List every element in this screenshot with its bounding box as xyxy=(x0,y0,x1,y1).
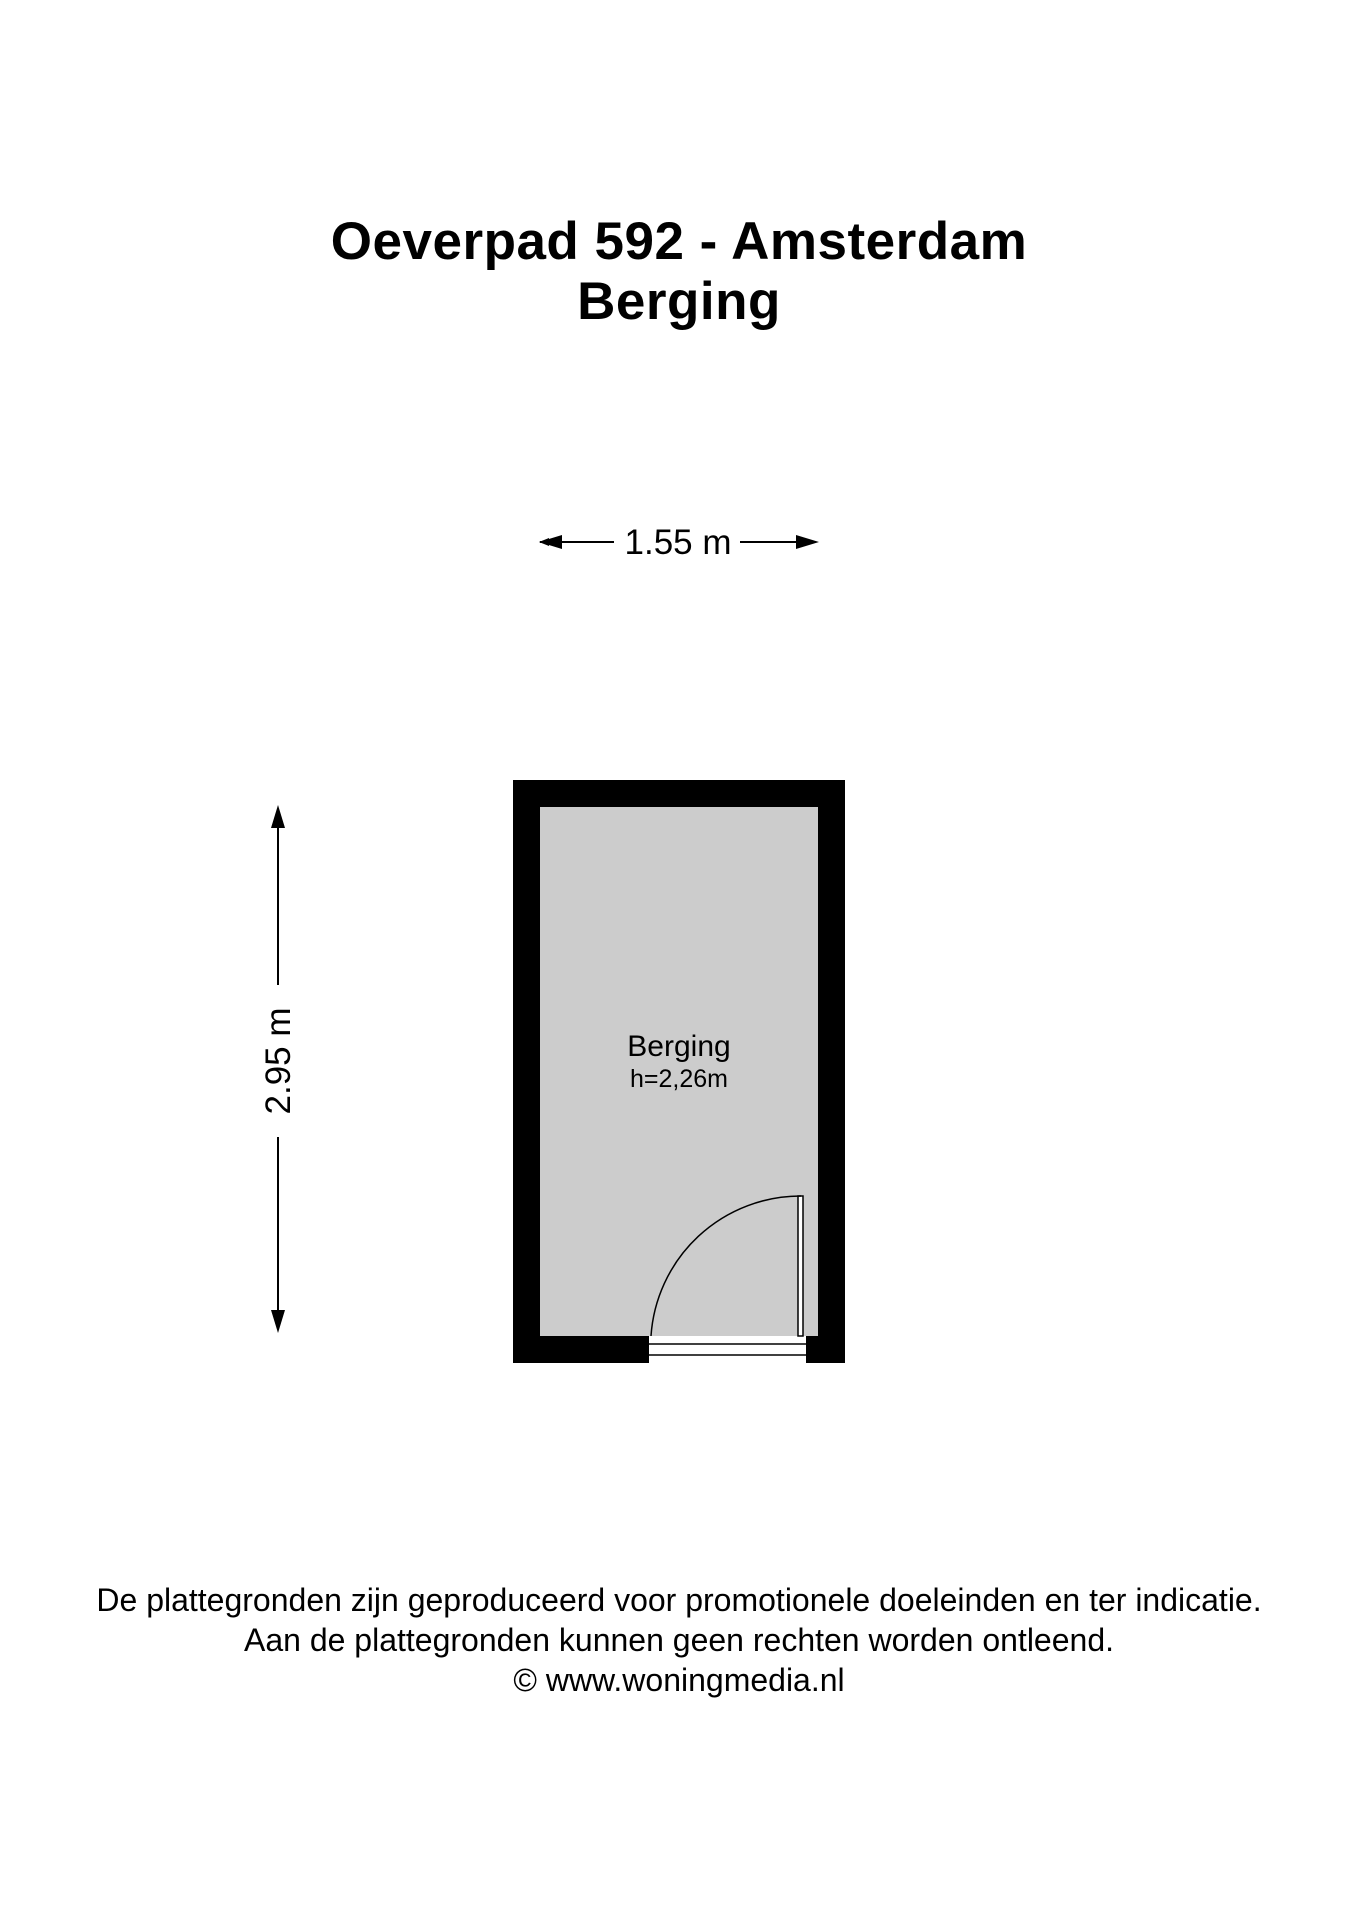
width-arrow-right xyxy=(796,535,819,549)
page-subtitle: Berging xyxy=(577,272,781,331)
width-dimension-label: 1.55 m xyxy=(624,523,732,562)
width-arrow-left xyxy=(539,535,562,549)
disclaimer-line-1: De plattegronden zijn geproduceerd voor promotionele doeleinden en ter indicatie. xyxy=(96,1582,1262,1618)
door-leaf xyxy=(798,1196,803,1336)
width-dimension xyxy=(539,523,819,562)
height-arrow-bottom xyxy=(271,1310,285,1333)
disclaimer xyxy=(0,1580,1358,1700)
height-arrow-top xyxy=(271,805,285,828)
room-height-label: h=2,26m xyxy=(630,1065,728,1093)
disclaimer-line-2: Aan de plattegronden kunnen geen rechten worden ontleend. xyxy=(243,1622,1114,1658)
page-title: Oeverpad 592 - Amsterdam xyxy=(330,212,1028,271)
copyright-line: © www.woningmedia.nl xyxy=(513,1662,845,1698)
door-jamb-right xyxy=(806,1336,818,1363)
room-berging xyxy=(513,780,845,1363)
door-jamb-left xyxy=(637,1336,649,1363)
height-dimension xyxy=(259,805,298,1333)
room-name-label: Berging xyxy=(627,1030,731,1063)
door-opening xyxy=(637,1336,814,1363)
height-dimension-label: 2.95 m xyxy=(259,1007,298,1115)
